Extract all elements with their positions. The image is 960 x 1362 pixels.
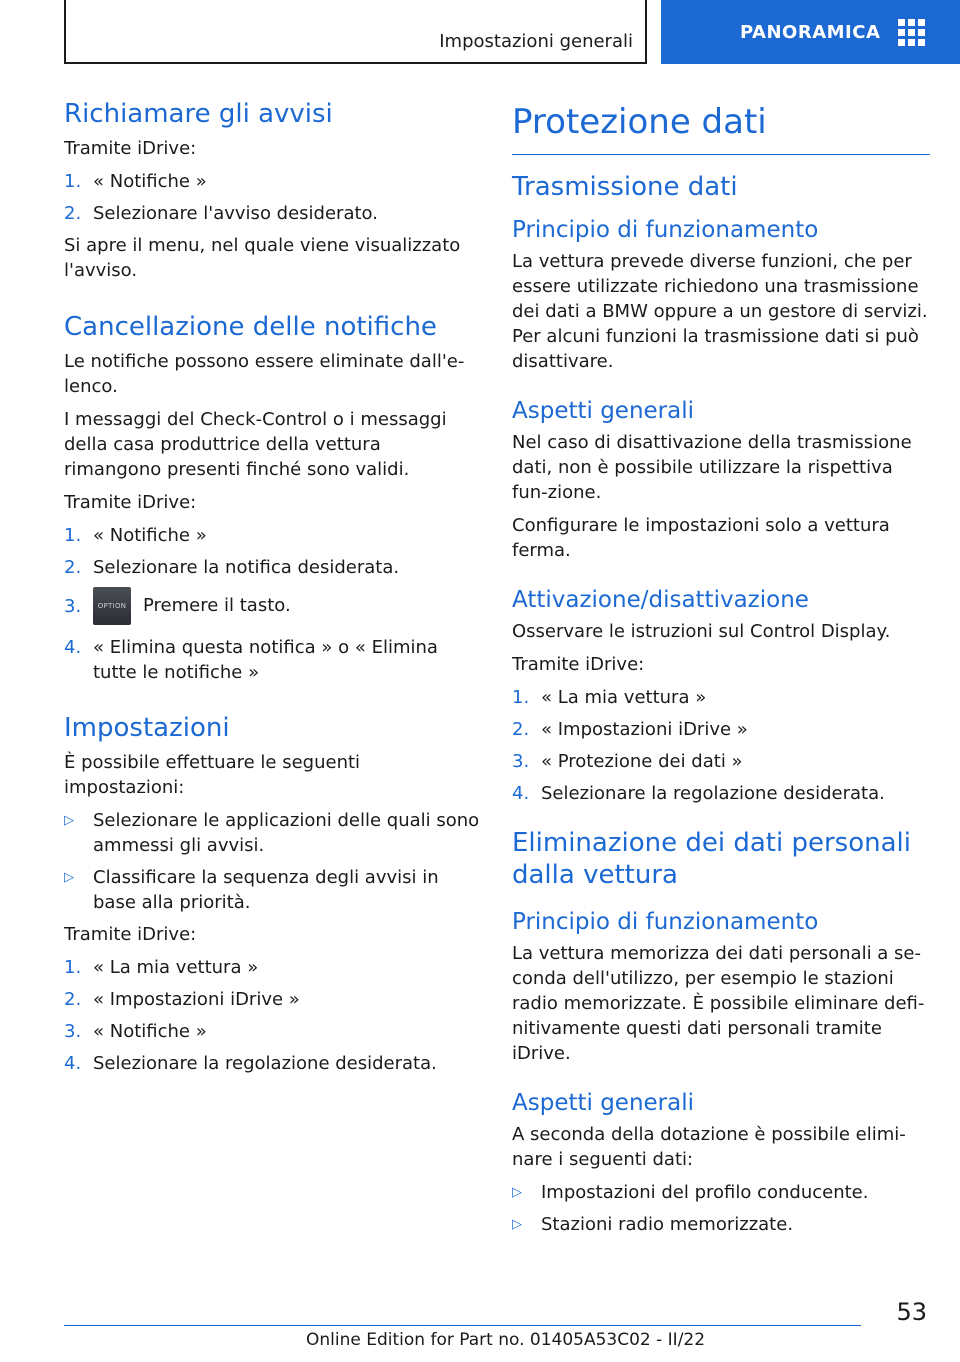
- footer-divider: [64, 1325, 861, 1326]
- triangle-bullet-icon: ▷: [64, 870, 74, 885]
- list-item: 4. « Elimina questa notifica » o « Elimina tutte le notifiche »: [64, 637, 438, 683]
- bullet-list: [512, 1180, 930, 1237]
- paragraph: Si apre il menu, nel quale viene visualizzato l'avviso.: [64, 235, 461, 281]
- step-list: [64, 955, 482, 1076]
- panoramica-button[interactable]: [661, 0, 960, 64]
- list-item: ▷ Impostazioni del profilo conducente.: [512, 1182, 869, 1203]
- list-item: 3. « Notifiche »: [64, 1021, 207, 1042]
- grid-icon: [898, 19, 925, 46]
- triangle-bullet-icon: ▷: [64, 813, 74, 828]
- list-item: 2. « Impostazioni iDrive »: [512, 719, 748, 740]
- paragraph: Le notifiche possono essere eliminate dall'e-lenco.: [64, 351, 465, 397]
- paragraph: Osservare le istruzioni sul Control Display.: [512, 621, 891, 642]
- paragraph: È possibile effettuare le seguenti impostazioni:: [64, 752, 361, 798]
- list-item: 4. Selezionare la regolazione desiderata.: [64, 1053, 437, 1074]
- list-item: 3. OPTION Premere il tasto.: [64, 587, 482, 625]
- step-list: [512, 685, 930, 806]
- list-item: 2. Selezionare l'avviso desiderato.: [64, 203, 378, 224]
- subsection-title: Principio di funzionamento: [512, 217, 819, 243]
- paragraph: A seconda della dotazione è possibile elimi-nare i seguenti dati:: [512, 1124, 906, 1170]
- paragraph: La vettura prevede diverse funzioni, che per essere utilizzate richiedono una trasmissione dei dati a BMW oppure a un gestore di servizi. Per alcuni funzioni la trasmissione dati si può disattivare.: [512, 251, 928, 372]
- subsection-title: Aspetti generali: [512, 398, 695, 424]
- triangle-bullet-icon: ▷: [512, 1185, 522, 1200]
- bullet-list: [64, 808, 482, 915]
- paragraph: Nel caso di disattivazione della trasmissione dati, non è possibile utilizzare la rispettiva fun-zione.: [512, 432, 912, 503]
- right-column: [512, 96, 930, 1244]
- subsection-title: Aspetti generali: [512, 1090, 695, 1116]
- list-item: 3. « Protezione dei dati »: [512, 751, 743, 772]
- panoramica-label: PANORAMICA: [740, 21, 881, 43]
- list-item: ▷ Stazioni radio memorizzate.: [512, 1214, 794, 1235]
- page-number: 53: [896, 1298, 927, 1326]
- header-box: [64, 0, 647, 64]
- paragraph: I messaggi del Check-Control o i messaggi della casa produttrice della vettura rimangono presenti finché sono validi.: [64, 409, 447, 480]
- list-item: 2. « Impostazioni iDrive »: [64, 989, 300, 1010]
- list-item: 1. « Notifiche »: [64, 171, 207, 192]
- paragraph: Tramite iDrive:: [64, 138, 197, 159]
- paragraph: Tramite iDrive:: [64, 492, 197, 513]
- list-item: 1. « La mia vettura »: [512, 687, 707, 708]
- option-button-icon: OPTION: [93, 587, 131, 625]
- triangle-bullet-icon: ▷: [512, 1217, 522, 1232]
- paragraph: Tramite iDrive:: [512, 654, 645, 675]
- step-list: [64, 169, 482, 226]
- section-title: Cancellazione delle notifiche: [64, 312, 437, 342]
- list-item: ▷ Classificare la sequenza degli avvisi in base alla priorità.: [64, 867, 439, 913]
- step-list: [64, 523, 482, 685]
- paragraph: Tramite iDrive:: [64, 924, 197, 945]
- list-item: 2. Selezionare la notifica desiderata.: [64, 557, 400, 578]
- left-column: [64, 96, 482, 1083]
- list-item: 4. Selezionare la regolazione desiderata.: [512, 783, 885, 804]
- section-title: Trasmissione dati: [512, 172, 738, 202]
- page-title: Protezione dati: [512, 102, 767, 142]
- title-divider: [512, 154, 930, 155]
- list-item: ▷ Selezionare le applicazioni delle quali sono ammessi gli avvisi.: [64, 810, 480, 856]
- subsection-title: Attivazione/disattivazione: [512, 587, 809, 613]
- paragraph: La vettura memorizza dei dati personali a se-conda dell'utilizzo, per esempio le stazioni radio memorizzate. È possibile eliminare defi-nitivamente questi dati personali tramite iDrive.: [512, 943, 925, 1064]
- header-title: Impostazioni generali: [439, 31, 633, 52]
- list-item: 1. « La mia vettura »: [64, 957, 259, 978]
- section-title: Impostazioni: [64, 713, 230, 743]
- paragraph: Configurare le impostazioni solo a vettura ferma.: [512, 515, 890, 561]
- section-title: Eliminazione dei dati personali dalla vettura: [512, 828, 911, 890]
- section-title: Richiamare gli avvisi: [64, 99, 333, 129]
- list-item: 1. « Notifiche »: [64, 525, 207, 546]
- edition-footer: Online Edition for Part no. 01405A53C02 - II/22: [306, 1330, 706, 1350]
- subsection-title: Principio di funzionamento: [512, 909, 819, 935]
